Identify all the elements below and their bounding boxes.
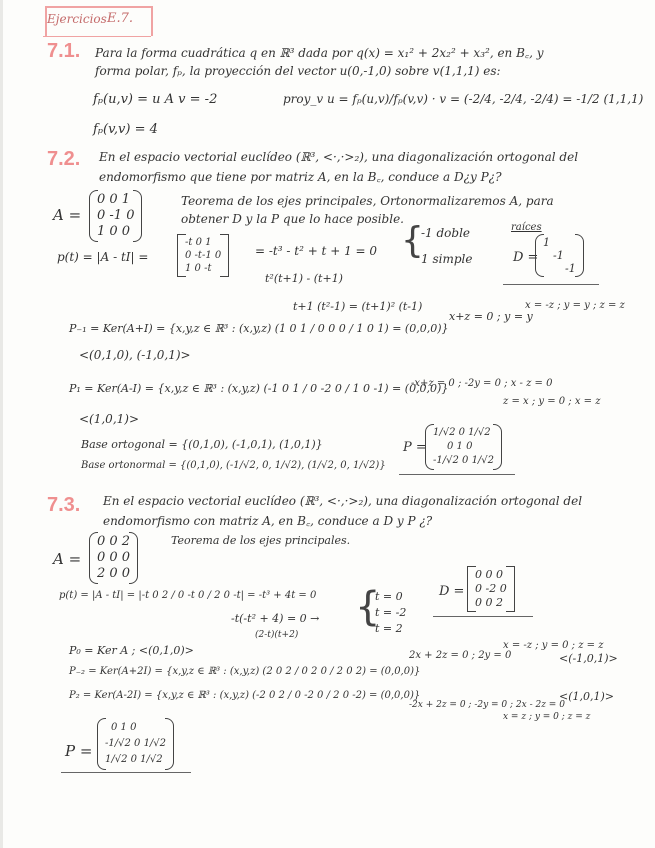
matrix-row: 1 0 0 (97, 224, 131, 239)
problem-number-7-2: 7.2. (47, 148, 81, 170)
p73-eigenspace-minus2-span: <(-1,0,1)> (559, 652, 618, 665)
p73-eigenspace-minus2-system: 2x + 2z = 0 ; 2y = 0 (409, 650, 512, 661)
problem-number-7-1: 7.1. (47, 40, 81, 62)
p73-root-0: t = 0 (375, 590, 403, 603)
p73-eigenspace-2: P₂ = Ker(A-2I) = {x,y,z ∈ ℝ³ : (x,y,z) (-2 0 2 / 0 -2 0 / 2 0 -2) = (0,0,0)} (69, 690, 421, 701)
p72-D-label: D = (513, 250, 539, 265)
p72-raices-label: raíces (511, 222, 542, 233)
matrix-row: 0 0 2 (97, 534, 131, 549)
p72-base-ortonormal: Base ortonormal = {(0,1,0), (-1/√2, 0, 1/√2), (1/√2, 0, 1/√2)} (81, 460, 386, 471)
p73-statement-line2: endomorfismo con matriz A, en B꜀, conduce a D y P ¿? (103, 514, 433, 528)
p72-matrix-D (543, 236, 576, 275)
brace: { (401, 220, 424, 261)
underline (503, 284, 599, 285)
matrix-row: 0 0 2 (475, 596, 503, 609)
header-right: E.7. (107, 11, 134, 26)
p72-eigenspace-1-span: <(1,0,1)> (79, 412, 140, 426)
p73-D-label: D = (439, 584, 465, 599)
p73-eigenspace-2-solution: x = z ; y = 0 ; z = z (503, 712, 591, 722)
p73-characteristic-poly: p(t) = |A - tI| = |-t 0 2 / 0 -t 0 / 2 0 -t| = -t³ + 4t = 0 (59, 590, 317, 601)
matrix-row: -1 (565, 262, 576, 275)
p73-eigenspace-minus2-solution: x = -z ; y = 0 ; z = z (503, 640, 604, 651)
matrix-row: 0 -t-1 0 (185, 250, 222, 261)
p72-eigenspace-minus1-system: x+z = 0 ; y = y (449, 310, 533, 323)
p72-teorema-line1: Teorema de los ejes principales, Ortonormalizaremos A, para (181, 194, 554, 208)
p73-P-label: P = (65, 742, 93, 760)
matrix-row: -t 0 1 (185, 237, 212, 248)
underline (433, 616, 533, 617)
p72-pt-lhs: p(t) = |A - tI| = (57, 250, 149, 264)
underline (399, 474, 515, 475)
p73-eigenspace-2-system: -2x + 2z = 0 ; -2y = 0 ; 2x - 2z = 0 (409, 700, 565, 710)
p72-eigenspace-minus1: P₋₁ = Ker(A+I) = {x,y,z ∈ ℝ³ : (x,y,z) (1 0 1 / 0 0 0 / 1 0 1) = (0,0,0)} (69, 322, 449, 335)
matrix-row: 0 0 0 (97, 550, 131, 565)
p73-teorema: Teorema de los ejes principales. (171, 534, 351, 547)
matrix-row: 1 (543, 236, 550, 249)
matrix-row: 0 0 0 (475, 568, 503, 581)
p72-eigenspace-1-system: -x+z = 0 ; -2y = 0 ; x - z = 0 (411, 378, 553, 389)
p71-fp-vv: fₚ(v,v) = 4 (93, 122, 158, 137)
p72-teorema-line2: obtener D y la P que lo hace posible. (181, 212, 404, 226)
p73-matrix-D (475, 568, 507, 610)
p72-matrix-P (433, 426, 494, 468)
matrix-row: -1/√2 0 1/√2 (105, 738, 167, 749)
matrix-row: -1/√2 0 1/√2 (433, 455, 495, 466)
problem-number-7-3: 7.3. (47, 494, 81, 516)
matrix-row: 0 1 0 (111, 722, 137, 733)
underline (61, 772, 191, 773)
p73-eigenspace-2-span: <(1,0,1)> (559, 690, 615, 703)
p72-pt-determinant (185, 236, 221, 275)
p72-eigenspace-minus1-solution: x = -z ; y = y ; z = z (525, 300, 625, 311)
matrix-row: 2 0 0 (97, 566, 131, 581)
p72-statement-line1: En el espacio vectorial euclídeo (ℝ³, <·,·>₂), una diagonalización ortogonal del (99, 150, 579, 164)
p72-root-2: 1 simple (421, 252, 473, 266)
p73-A-label: A = (53, 550, 82, 568)
brace: { (355, 584, 381, 630)
p73-matrix-P (105, 720, 166, 768)
p72-root-1: -1 doble (421, 226, 471, 240)
p73-poly-factor: -t(-t² + 4) = 0 → (231, 612, 320, 625)
p71-statement-line1: Para la forma cuadrática q en ℝ³ dada por q(x) = x₁² + 2x₂² + x₃², en B꜀, y (95, 46, 544, 60)
p72-A-label: A = (53, 206, 82, 224)
p72-pt-rhs: = -t³ - t² + t + 1 = 0 (255, 244, 378, 258)
p73-poly-factor2: (2-t)(t+2) (255, 630, 299, 640)
p71-fp-uv: fₚ(u,v) = u A v = -2 (93, 92, 218, 107)
matrix-row: 0 0 1 (97, 192, 131, 207)
header-left: Ejercicios (47, 12, 107, 26)
matrix-row: 0 -1 0 (97, 208, 135, 223)
p72-pt-factor1: t²(t+1) - (t+1) (265, 272, 343, 285)
p73-eigenspace-0: P₀ = Ker A ; <(0,1,0)> (69, 644, 194, 657)
p73-eigenspace-minus2: P₋₂ = Ker(A+2I) = {x,y,z ∈ ℝ³ : (x,y,z) (2 0 2 / 0 2 0 / 2 0 2) = (0,0,0)} (69, 666, 421, 677)
matrix-row: 1/√2 0 1/√2 (105, 754, 163, 765)
p73-matrix-A (97, 534, 130, 582)
p72-statement-line2: endomorfismo que tiene por matriz A, en la B꜀, conduce a D¿y P¿? (99, 170, 502, 184)
p72-P-label: P = (403, 440, 427, 455)
matrix-row: 1 0 -t (185, 263, 212, 274)
p72-base-ortogonal: Base ortogonal = {(0,1,0), (-1,0,1), (1,0,1)} (81, 438, 323, 451)
p71-projection: proy_v u = fₚ(u,v)/fₚ(v,v) · v = (-2/4, -2/4, -2/4) = -1/2 (1,1,1) (283, 92, 644, 106)
p72-matrix-A (97, 192, 134, 240)
p73-root-2: t = 2 (375, 622, 403, 635)
header-underline (43, 36, 151, 37)
p72-eigenspace-minus1-span: <(0,1,0), (-1,0,1)> (79, 348, 191, 362)
p72-eigenspace-1: P₁ = Ker(A-I) = {x,y,z ∈ ℝ³ : (x,y,z) (-1 0 1 / 0 -2 0 / 1 0 -1) = (0,0,0)} (69, 382, 449, 395)
p73-root-1: t = -2 (375, 606, 407, 619)
p72-pt-factor2: t+1 (t²-1) = (t+1)² (t-1) (293, 300, 423, 313)
p72-eigenspace-1-solution: z = x ; y = 0 ; x = z (503, 396, 601, 407)
p73-statement-line1: En el espacio vectorial euclídeo (ℝ³, <·,·>₂), una diagonalización ortogonal del (103, 494, 583, 508)
matrix-row: 1/√2 0 1/√2 (433, 427, 491, 438)
p71-statement-line2: forma polar, fₚ, la proyección del vector u(0,-1,0) sobre v(1,1,1) es: (95, 64, 501, 78)
matrix-row: -1 (553, 249, 564, 262)
matrix-row: 0 1 0 (447, 441, 473, 452)
matrix-row: 0 -2 0 (475, 582, 507, 595)
